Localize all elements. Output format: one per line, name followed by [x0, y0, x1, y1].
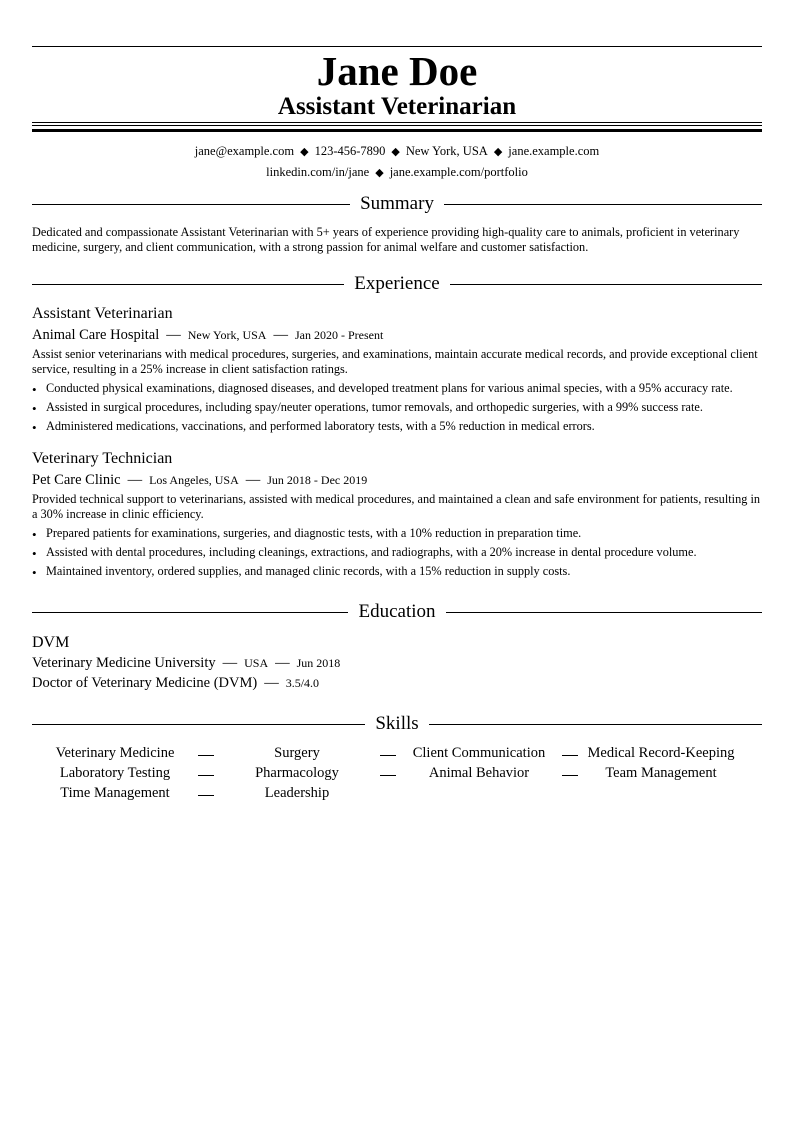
education-heading	[32, 601, 762, 623]
degree-meta	[32, 674, 319, 692]
candidate-name: Jane Doe	[316, 48, 478, 94]
education-heading-label: Education	[358, 601, 436, 622]
bullet-icon: •	[32, 546, 37, 561]
diamond-icon: ◆	[375, 167, 384, 179]
skill-separator	[198, 764, 214, 782]
job-meta	[32, 326, 383, 344]
contact-line-1	[32, 143, 762, 160]
job-location: New York, USA	[187, 328, 267, 342]
skills-row	[32, 783, 762, 803]
bullet-text: Administered medications, vaccinations, and performed laboratory tests, with a 5% reduction in medical errors.	[46, 419, 595, 433]
list-item	[32, 526, 762, 541]
job-description: Provided technical support to veterinarians, assisted with medical procedures, and maintained a clean and safe environment for patients, resulting in a 30% increase in clinic efficiency.	[32, 492, 761, 521]
gpa: 3.5/4.0	[285, 676, 320, 690]
heading-rule	[444, 204, 762, 205]
skills-heading	[32, 713, 762, 735]
school-name: Veterinary Medicine University	[32, 655, 216, 671]
job-role: Assistant Veterinarian	[32, 305, 173, 322]
heading-rule	[450, 284, 762, 285]
header-rule-thin-1	[32, 122, 762, 123]
heading-rule	[32, 284, 344, 285]
heading-rule	[32, 724, 365, 725]
skill-item: Laboratory Testing	[59, 765, 171, 781]
contact-linkedin[interactable]: linkedin.com/in/jane	[266, 165, 370, 179]
list-item	[32, 564, 762, 579]
skill-item: Animal Behavior	[428, 765, 530, 781]
list-item	[32, 545, 762, 560]
experience-heading	[32, 273, 762, 295]
heading-rule	[446, 612, 762, 613]
job-dates: Jan 2020 - Present	[294, 328, 384, 342]
heading-rule	[429, 724, 762, 725]
skill-item: Veterinary Medicine	[55, 745, 175, 761]
diamond-icon: ◆	[391, 146, 400, 158]
job-role: Veterinary Technician	[32, 450, 173, 467]
job-bullets	[32, 381, 762, 438]
contact-location: New York, USA	[405, 144, 488, 158]
bullet-icon: •	[32, 401, 37, 416]
heading-rule	[32, 612, 348, 613]
school-location: USA	[244, 656, 269, 670]
job-company: Pet Care Clinic	[32, 472, 121, 488]
contact-email[interactable]: jane@example.com	[194, 144, 295, 158]
contact-website[interactable]: jane.example.com	[508, 144, 600, 158]
contact-portfolio[interactable]: jane.example.com/portfolio	[389, 165, 528, 179]
bullet-icon: •	[32, 565, 37, 580]
skill-item: Time Management	[60, 785, 170, 801]
skills-heading-label: Skills	[375, 713, 419, 734]
header-top-rule	[32, 46, 762, 47]
list-item	[32, 400, 762, 415]
header-rule-thick	[32, 129, 762, 132]
skills-row	[32, 743, 762, 763]
summary-heading	[32, 193, 762, 215]
job-meta	[32, 471, 367, 489]
dash-separator: —	[222, 655, 238, 671]
dash-separator: —	[275, 655, 290, 671]
skill-separator	[562, 764, 578, 782]
job-dates: Jun 2018 - Dec 2019	[267, 473, 368, 487]
job-location: Los Angeles, USA	[149, 473, 239, 487]
skills-grid	[32, 743, 762, 803]
contact-phone[interactable]: 123-456-7890	[314, 144, 386, 158]
bullet-text: Conducted physical examinations, diagnosed diseases, and developed treatment plans for various animal species, with a 95% accuracy rate.	[46, 381, 733, 395]
skill-item: Leadership	[264, 785, 330, 801]
summary-text: Dedicated and compassionate Assistant Veterinarian with 5+ years of experience providing high-quality care to animals, proficient in veterinary medicine, surgery, and client communication, with a strong passion for animal welfare and customer satisfaction.	[32, 225, 740, 254]
degree-short: DVM	[32, 634, 70, 651]
degree-full: Doctor of Veterinary Medicine (DVM)	[32, 675, 258, 691]
skill-separator	[562, 744, 578, 762]
bullet-icon: •	[32, 382, 37, 397]
skill-separator	[198, 784, 214, 802]
bullet-icon: •	[32, 420, 37, 435]
header-rule-thin-2	[32, 125, 762, 126]
job-bullets	[32, 526, 762, 583]
dash-separator: —	[127, 472, 143, 488]
heading-rule	[32, 204, 350, 205]
skill-item: Team Management	[605, 765, 717, 781]
skill-separator	[380, 764, 396, 782]
bullet-text: Prepared patients for examinations, surgeries, and diagnostic tests, with a 10% reduction in preparation time.	[46, 526, 582, 540]
candidate-title: Assistant Veterinarian	[277, 93, 517, 120]
skill-separator	[198, 744, 214, 762]
list-item	[32, 381, 762, 396]
summary-heading-label: Summary	[360, 193, 434, 214]
skill-separator	[380, 744, 396, 762]
dash-separator: —	[273, 327, 288, 343]
bullet-text: Assisted with dental procedures, including cleanings, extractions, and radiographs, with a 20% increase in dental procedure volume.	[46, 545, 697, 559]
dash-separator: —	[264, 675, 279, 691]
skill-item: Client Communication	[412, 745, 546, 761]
skill-item: Pharmacology	[255, 765, 339, 781]
skill-item: Surgery	[274, 745, 320, 761]
education-meta	[32, 654, 340, 672]
diamond-icon: ◆	[300, 146, 309, 158]
bullet-icon: •	[32, 527, 37, 542]
list-item	[32, 419, 762, 434]
job-description: Assist senior veterinarians with medical procedures, surgeries, and examinations, maintain accurate medical records, and provide exceptional client service, resulting in a 25% increase in client satisfaction ratings.	[32, 347, 758, 376]
skills-row	[32, 763, 762, 783]
diamond-icon: ◆	[493, 146, 503, 158]
contact-line-2	[32, 164, 762, 181]
bullet-text: Assisted in surgical procedures, including spay/neuter operations, tumor removals, and orthopedic surgeries, with a 99% success rate.	[46, 400, 703, 414]
bullet-text: Maintained inventory, ordered supplies, and managed clinic records, with a 15% reduction in supply costs.	[46, 564, 571, 578]
graduation-date: Jun 2018	[296, 656, 341, 670]
experience-heading-label: Experience	[354, 273, 440, 294]
job-company: Animal Care Hospital	[32, 327, 160, 343]
skill-item: Medical Record-Keeping	[587, 745, 735, 761]
dash-separator: —	[245, 472, 261, 488]
dash-separator: —	[166, 327, 181, 343]
